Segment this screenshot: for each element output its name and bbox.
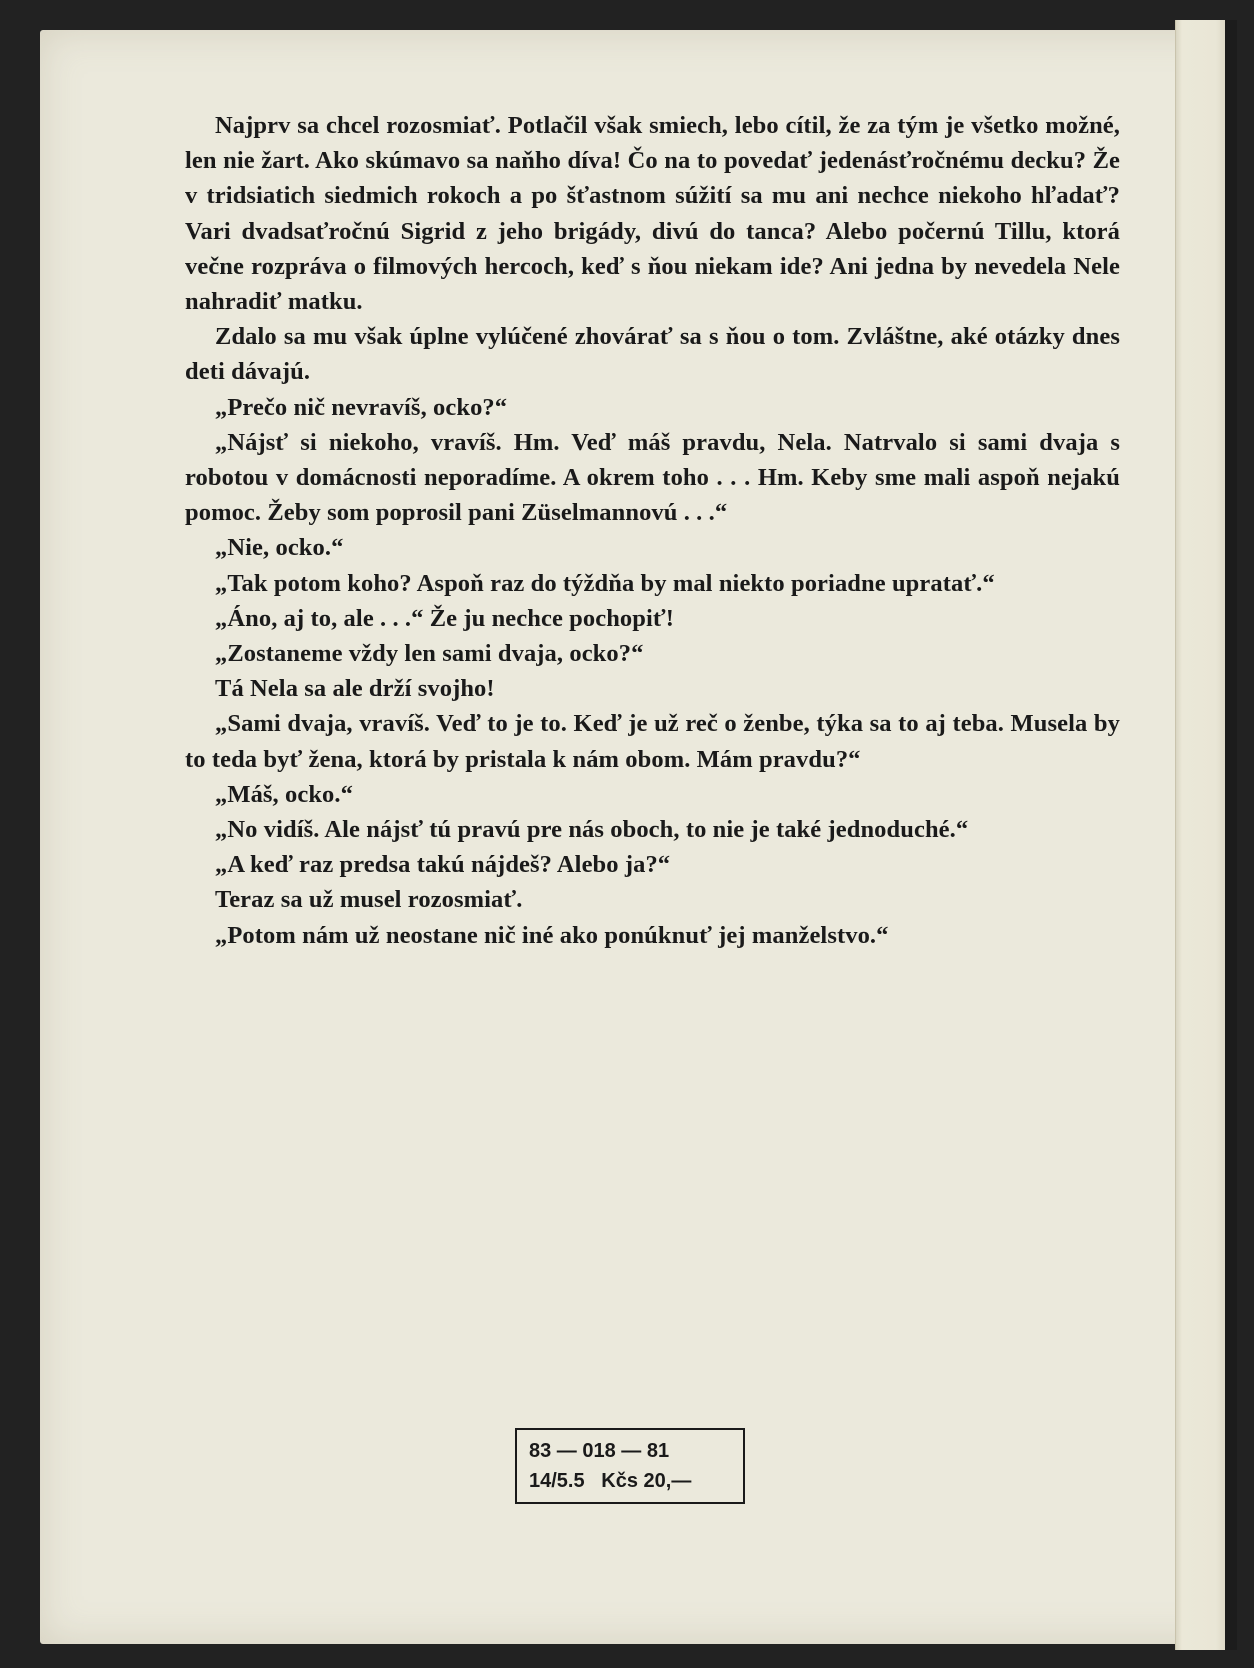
dialogue-line: „Prečo nič nevravíš, ocko?“: [215, 393, 508, 421]
dialogue-line: „Potom nám už neostane nič iné ako ponúknuť jej manželstvo.“: [215, 921, 889, 949]
dialogue-line: „Zostaneme vždy len sami dvaja, ocko?“: [215, 640, 644, 668]
dialogue-line: „Máš, ocko.“: [215, 780, 353, 808]
paragraph: Najprv sa chcel rozosmiať. Potlačil však smiech, lebo cítil, že za tým je všetko možné, len nie žart. Ako skúmavo sa naňho díva! Čo na to povedať jedenásťročnému decku? Že v tridsiatich siedmich rokoch a po šťastnom súžití sa mu ani nechce niekoho hľadať? Vari dvadsaťročnú Sigrid z jeho brigády, divú do tanca? Alebo počernú Tillu, ktorá večne rozpráva o filmových hercoch, keď s ňou niekam ide? Ani jedna by nevedela Nele nahradiť matku.: [185, 112, 1120, 316]
dialogue-line: Teraz sa už musel rozosmiať.: [215, 886, 523, 914]
price-label: 14/5.5 Kčs 20,—: [529, 1470, 692, 1492]
dialogue-line: „Nájsť si niekoho, vravíš. Hm. Veď máš pravdu, Nela. Natrvalo si sami dvaja s robotou v domácnosti neporadíme. A okrem toho . . . Hm. Keby sme mali aspoň nejakú pomoc. Žeby som poprosil pani Züselmannovú . . .“: [185, 428, 1120, 527]
dialogue-line: „A keď raz predsa takú nájdeš? Alebo ja?“: [215, 851, 671, 879]
paragraph: Zdalo sa mu však úplne vylúčené zhovárať sa s ňou o tom. Zvláštne, aké otázky dnes deti dávajú.: [185, 323, 1120, 386]
background-edge: [1225, 20, 1237, 1650]
dialogue-line: „Áno, aj to, ale . . .“ Že ju nechce pochopiť!: [215, 604, 675, 632]
dialogue-line: „Sami dvaja, vravíš. Veď to je to. Keď je už reč o ženbe, týka sa to aj teba. Musela by to teda byť žena, ktorá by pristala k nám obom. Mám pravdu?“: [185, 710, 1120, 773]
dialogue-line: Tá Nela sa ale drží svojho!: [215, 675, 495, 703]
dialogue-line: „Nie, ocko.“: [215, 534, 344, 562]
price-box: [515, 1428, 745, 1504]
dialogue-line: „No vidíš. Ale nájsť tú pravú pre nás oboch, to nie je také jednoduché.“: [215, 816, 969, 844]
catalog-code: 83 — 018 — 81: [529, 1440, 670, 1462]
dialogue-line: „Tak potom koho? Aspoň raz do týždňa by mal niekto poriadne upratať.“: [215, 569, 995, 597]
book-spine: [1175, 20, 1231, 1650]
back-cover-text: [185, 108, 1120, 953]
